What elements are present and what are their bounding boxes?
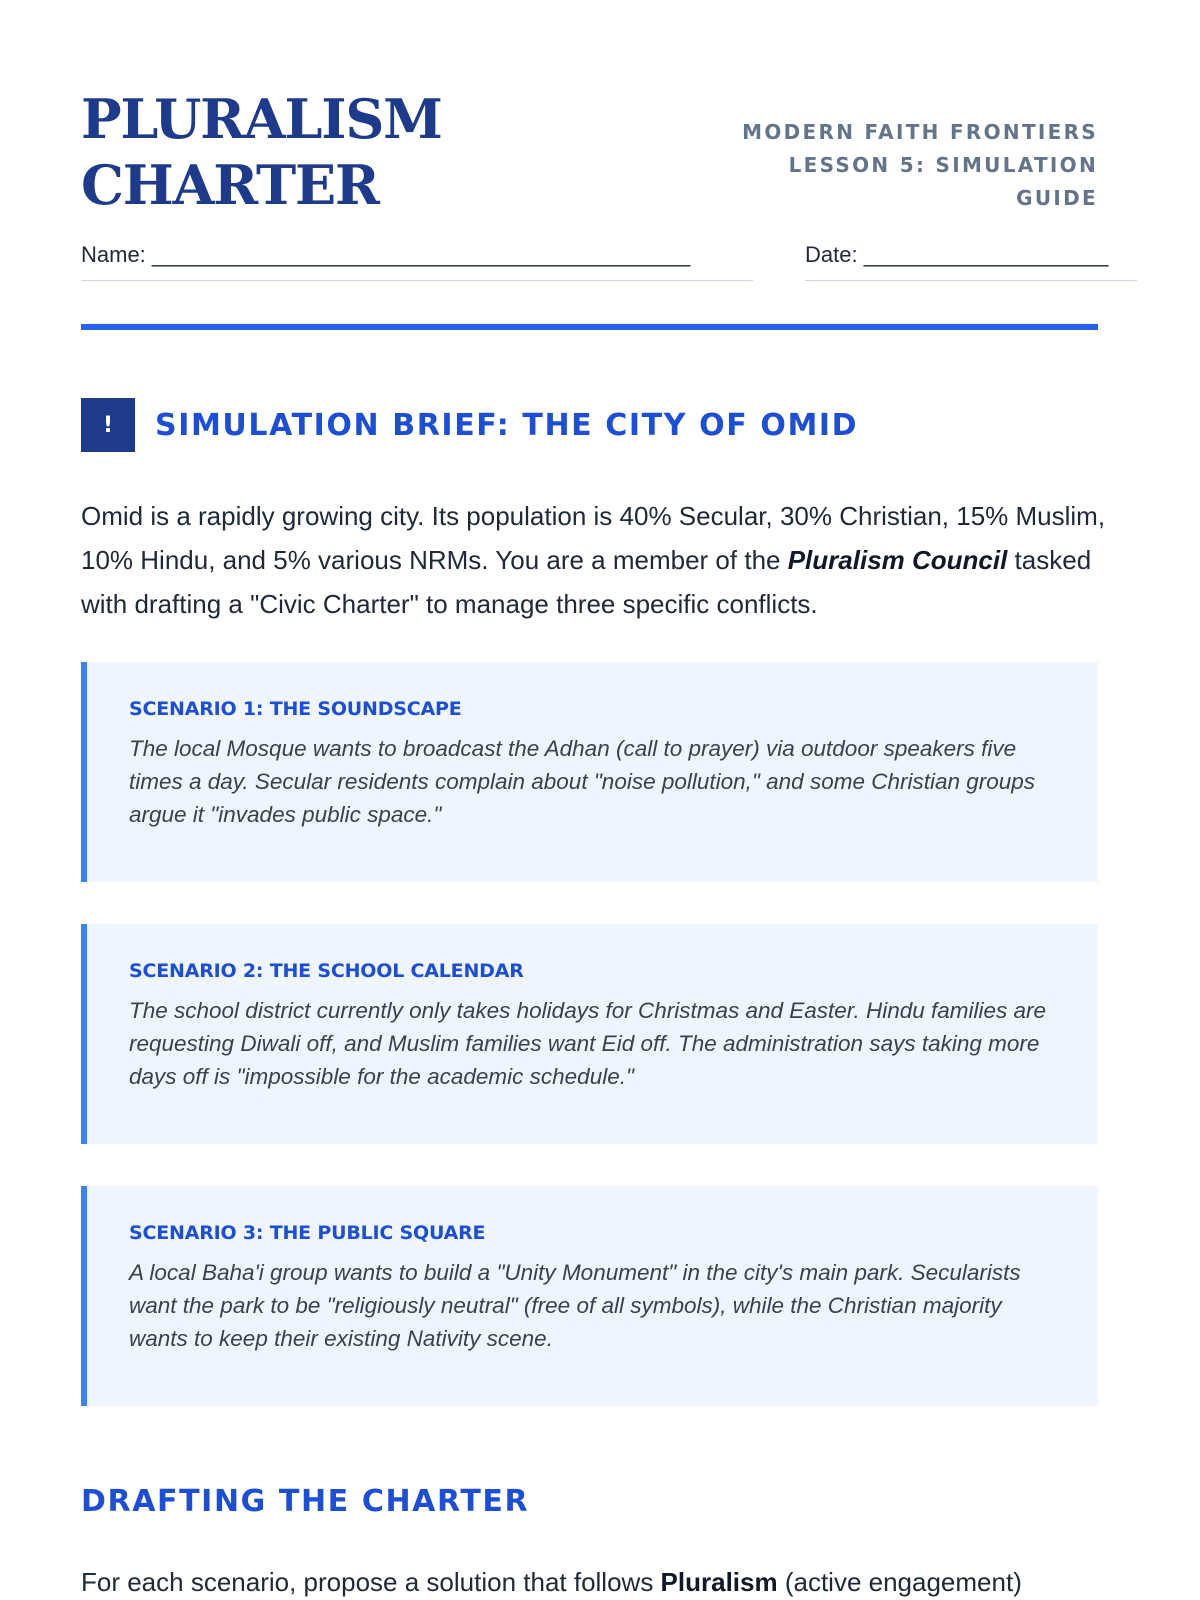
scenario-card: [81, 924, 1098, 1144]
intro-text-2: tasked with drafting a "Civic Charter" to manage three specific conflicts.: [81, 545, 1092, 619]
scenario-card: [81, 662, 1098, 882]
course-info: [718, 116, 1098, 215]
header: [81, 0, 1098, 228]
scenario-title: SCENARIO 2: THE SCHOOL CALENDAR: [129, 960, 524, 982]
scenario-text: The school district currently only takes holidays for Christmas and Easter. Hindu families are requesting Diwali off, and Muslim families want Eid off. The administration says taking more days off is "impossible for the academic schedule.": [129, 998, 1047, 1089]
intro-text-1: Omid is a rapidly growing city. Its population is 40% Secular, 30% Christian, 15% Muslim, 10% Hindu, and 5% various NRMs. You are a member of the: [81, 501, 1106, 575]
scenario-text: The local Mosque wants to broadcast the Adhan (call to prayer) via outdoor speakers five times a day. Secular residents complain about "noise pollution," and some Christian groups argue it "invades public space.": [129, 736, 1036, 827]
brief-intro: [81, 494, 1111, 626]
scenario-card: [81, 1186, 1098, 1406]
drafting-strong: Pluralism: [660, 1567, 778, 1597]
alert-icon: !: [81, 398, 135, 452]
drafting-text-2: (active engagement): [777, 1567, 1022, 1597]
scenario-title: SCENARIO 3: THE PUBLIC SQUARE: [129, 1222, 486, 1244]
title-line-2: CHARTER: [81, 153, 379, 217]
date-field[interactable]: Date: ____________________: [805, 240, 1137, 281]
intro-emphasis: Pluralism Council: [787, 545, 1008, 575]
page-title: [81, 86, 501, 218]
drafting-text-1: For each scenario, propose a solution that follows: [81, 1567, 661, 1597]
student-fields: [81, 240, 1109, 284]
course-name: MODERN FAITH FRONTIERS: [742, 120, 1098, 144]
scenario-text: A local Baha'i group wants to build a "Unity Monument" in the city's main park. Secularists want the park to be "religiously neutral" (free of all symbols), while the Christian majority wants to keep their existing Nativity scene.: [129, 1260, 1021, 1351]
scenario-title: SCENARIO 1: THE SOUNDSCAPE: [129, 698, 462, 720]
header-divider: [81, 324, 1098, 330]
lesson-line-cont: GUIDE: [1016, 186, 1098, 210]
drafting-instructions: [81, 1560, 1111, 1600]
section-title-brief: SIMULATION BRIEF: THE CITY OF OMID: [155, 407, 859, 443]
lesson-line: LESSON 5: SIMULATION: [788, 153, 1098, 177]
name-field[interactable]: Name: ____________________________________________: [81, 240, 753, 281]
title-line-1: PLURALISM: [81, 87, 442, 151]
brief-heading: [81, 398, 858, 452]
section-title-drafting: DRAFTING THE CHARTER: [81, 1484, 530, 1519]
